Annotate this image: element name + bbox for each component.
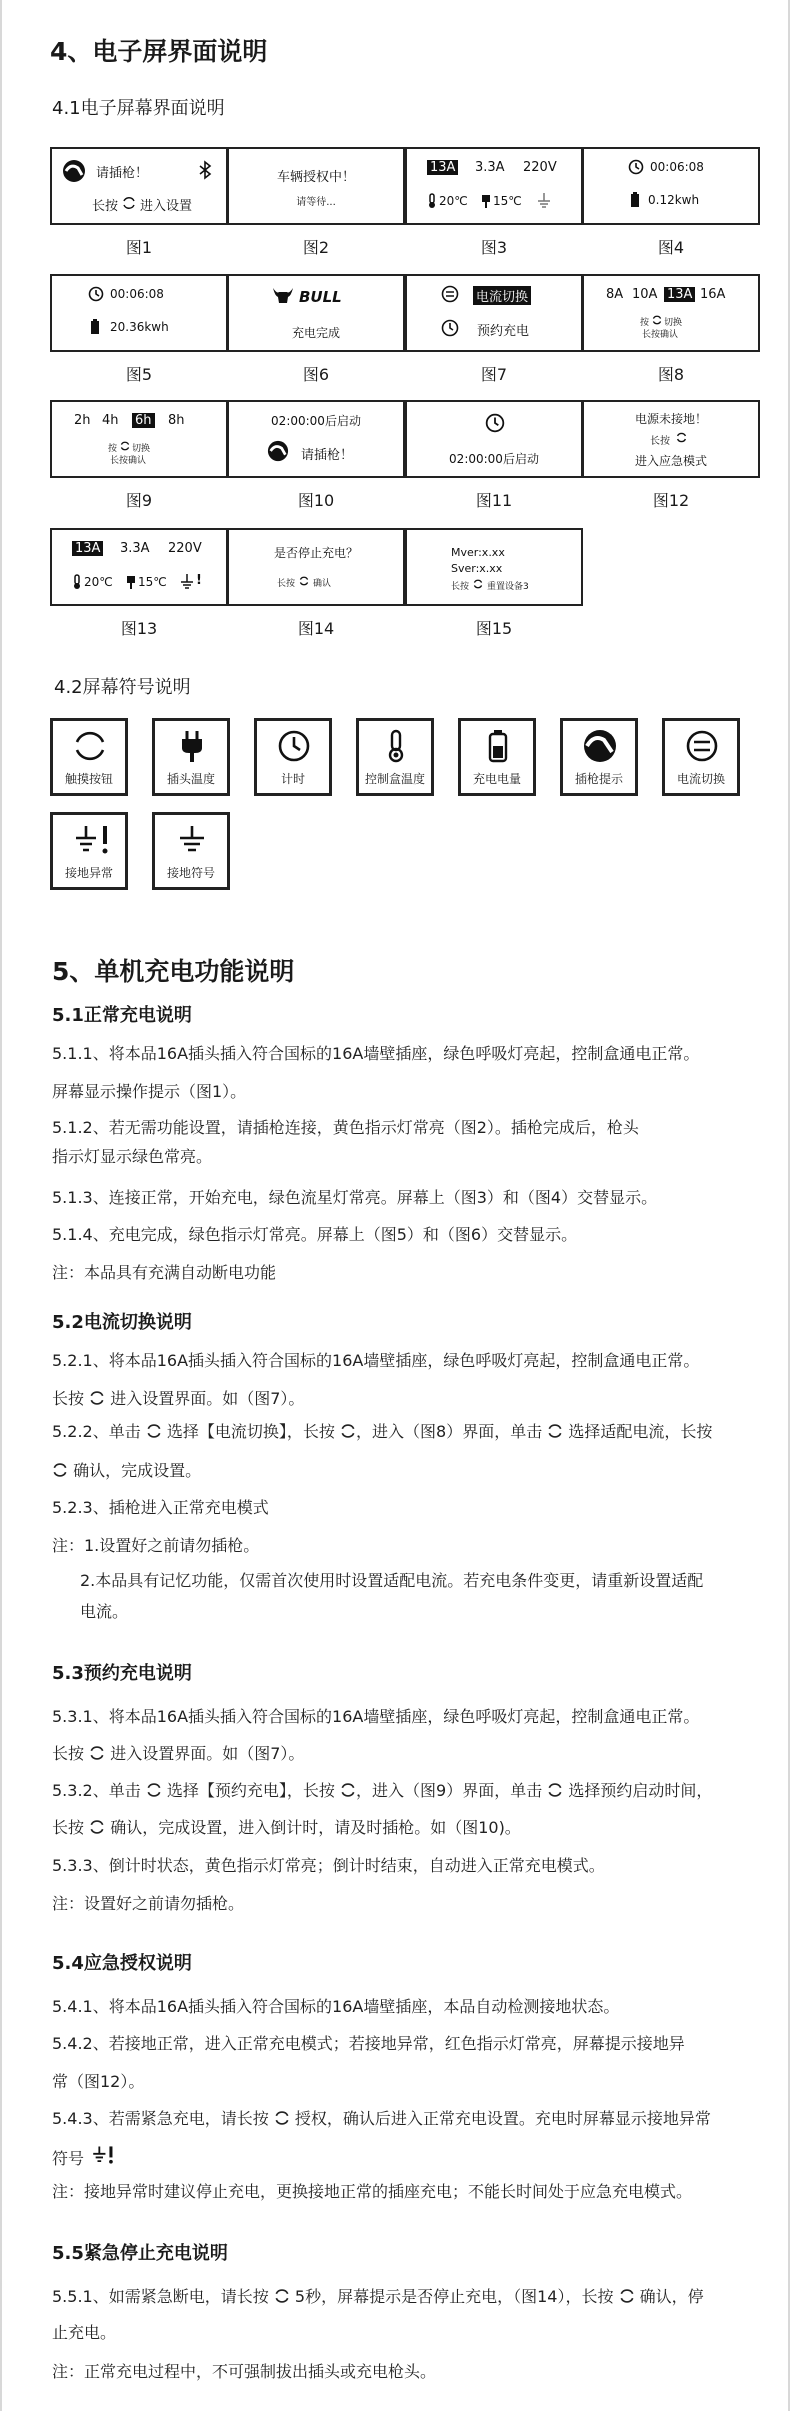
note: 注：正常充电过程中，不可强制拔出插头或充电枪头。 xyxy=(52,2362,437,2381)
ground-icon xyxy=(174,822,210,858)
screen-3-voltage: 220V xyxy=(523,160,557,175)
note: 注：1.设置好之前请勿插枪。 xyxy=(52,1536,260,1555)
symbol-box-temp xyxy=(356,718,434,796)
symbol-label: 控制盒温度 xyxy=(364,772,425,786)
touch-button-icon xyxy=(146,1423,162,1439)
screen-3-current: 3.3A xyxy=(475,160,505,175)
screen-10-countdown: 02:00:00后启动 xyxy=(271,414,361,428)
screen-12 xyxy=(582,400,760,478)
screen-10-plug-prompt: 请插枪！ xyxy=(301,448,354,463)
touch-button-icon xyxy=(340,1423,356,1439)
screen-6-done: 充电完成 xyxy=(291,326,340,340)
touch-button-icon xyxy=(120,441,130,451)
paragraph: 5.3.2、单击 选择【预约充电】，长按 ，进入（图9）界面，单击 选择预约启动时间， xyxy=(52,1781,713,1800)
screen-2-line-2: 请等待... xyxy=(296,197,336,208)
screen-8-opt-2: 10A xyxy=(632,287,658,302)
touch-button-icon xyxy=(89,1390,105,1406)
screen-15-sver: Sver:x.xx xyxy=(451,562,503,575)
touch-button-icon xyxy=(299,576,309,586)
paragraph: 指示灯显示绿色常亮。 xyxy=(52,1147,213,1166)
caption-14: 图14 xyxy=(297,619,335,638)
symbol-plug-prompt xyxy=(560,718,638,796)
plug-in-icon xyxy=(582,728,618,764)
paragraph: 确认，完成设置。 xyxy=(52,1460,752,1482)
screen-6 xyxy=(227,274,405,352)
caption-6: 图6 xyxy=(302,365,330,384)
symbol-label: 插头温度 xyxy=(166,772,215,786)
symbol-plug-temp xyxy=(152,718,230,796)
note: 2.本品具有记忆功能，仅需首次使用时设置适配电流。若充电条件变更，请重新设置适配 xyxy=(80,1571,704,1590)
section-4-title: 4、电子屏界面说明 xyxy=(50,37,268,66)
section-5-1-title: 5.1正常充电说明 xyxy=(52,1005,192,1026)
current-switch-icon xyxy=(441,285,459,303)
paragraph: 5.4.1、将本品16A插头插入符合国标的16A墙壁插座，本品自动检测接地状态。 xyxy=(52,1997,620,2016)
paragraph: 5.4.2、若接地正常，进入正常充电模式；若接地异常，红色指示灯常亮，屏幕提示接地异 xyxy=(52,2034,685,2053)
symbol-current-switch xyxy=(662,718,740,796)
paragraph: 5.3.3、倒计时状态，黄色指示灯常亮；倒计时结束，自动进入正常充电模式。 xyxy=(52,1856,605,1875)
screen-11-countdown: 02:00:00后启动 xyxy=(449,452,539,466)
paragraph: 5.1.1、将本品16A插头插入符合国标的16A墙壁插座，绿色呼吸灯亮起，控制盒通电正常。 xyxy=(52,1044,700,1063)
screen-3-plug-temp: 15℃ xyxy=(493,194,522,208)
caption-13: 图13 xyxy=(120,619,158,638)
plug-temp-icon xyxy=(174,728,210,764)
screen-9 xyxy=(50,400,228,478)
paragraph: 止充电。 xyxy=(52,2323,117,2342)
paragraph: 长按 进入设置界面。如（图7）。 xyxy=(52,1389,305,1408)
screen-13 xyxy=(50,528,228,606)
screen-2-line-1: 车辆授权中！ xyxy=(276,170,355,185)
touch-button-icon xyxy=(473,579,483,589)
screen-15 xyxy=(405,528,583,606)
paragraph: 长按 进入设置界面。如（图7）。 xyxy=(52,1744,305,1763)
ground-icon xyxy=(537,193,551,209)
timer-icon xyxy=(441,319,459,337)
paragraph: 5.1.2、若无需功能设置，请插枪连接，黄色指示灯常亮（图2）。插枪完成后，枪头 xyxy=(52,1118,639,1137)
screen-13-fault-mark: ! xyxy=(196,573,202,588)
screen-5 xyxy=(50,274,228,352)
screen-12-warning: 电源未接地！ xyxy=(634,412,707,426)
section-5-4-title: 5.4应急授权说明 xyxy=(52,1953,192,1974)
screen-9-confirm: 长按确认 xyxy=(110,456,147,466)
section-5-3-title: 5.3预约充电说明 xyxy=(52,1663,192,1684)
timer-icon xyxy=(276,728,312,764)
caption-10: 图10 xyxy=(297,491,335,510)
symbol-energy xyxy=(458,718,536,796)
screen-13-plug-temp: 15℃ xyxy=(138,575,167,589)
ground-fault-icon xyxy=(180,574,194,590)
screen-15-long-press: 长按 xyxy=(451,582,470,592)
symbol-label: 接地符号 xyxy=(166,866,215,880)
touch-button-icon xyxy=(89,1819,105,1835)
screen-13-voltage: 220V xyxy=(168,541,202,556)
plug-temp-icon xyxy=(126,574,136,590)
screen-9-press: 按 xyxy=(108,444,118,454)
note: 注：接地异常时建议停止充电，更换接地正常的插座充电；不能长时间处于应急充电模式。 xyxy=(52,2182,693,2201)
touch-button-icon xyxy=(547,1423,563,1439)
screen-7-current-switch: 电流切换 xyxy=(473,286,531,305)
touch-button-icon xyxy=(676,432,687,443)
touch-button-icon xyxy=(52,1462,68,1478)
screen-1-enter-settings: 进入设置 xyxy=(140,199,193,214)
screen-8-opt-3-selected: 13A xyxy=(664,287,695,302)
symbol-ground xyxy=(152,812,230,890)
screen-8-switch: 切换 xyxy=(664,318,683,328)
screen-13-current-set: 13A xyxy=(72,541,103,556)
paragraph: 5.4.3、若需紧急充电，请长按 授权，确认后进入正常充电设置。充电时屏幕显示接地异常 xyxy=(52,2109,711,2128)
touch-button-icon xyxy=(72,728,108,764)
box-temp-icon xyxy=(427,193,437,209)
screen-14 xyxy=(227,528,405,606)
symbol-label: 计时 xyxy=(280,772,305,786)
note: 电流。 xyxy=(80,1602,129,1621)
paragraph: 5.2.1、将本品16A插头插入符合国标的16A墙壁插座，绿色呼吸灯亮起，控制盒通电正常。 xyxy=(52,1351,700,1370)
screen-13-current: 3.3A xyxy=(120,541,150,556)
bluetooth-icon xyxy=(198,160,212,180)
screen-2 xyxy=(227,147,405,225)
paragraph: 符号 xyxy=(52,2144,752,2170)
symbol-label: 充电电量 xyxy=(472,772,521,786)
touch-button-icon xyxy=(652,315,662,325)
screen-12-emergency: 进入应急模式 xyxy=(634,454,707,468)
touch-button-icon xyxy=(547,1782,563,1798)
paragraph: 5.2.2、单击 选择【电流切换】，长按 ，进入（图8）界面，单击 选择适配电流，长按 xyxy=(52,1422,713,1441)
section-5-5-title: 5.5紧急停止充电说明 xyxy=(52,2243,228,2264)
screen-3-current-set: 13A xyxy=(427,160,458,175)
bull-logo-icon xyxy=(271,286,295,304)
caption-11: 图11 xyxy=(475,491,513,510)
page-edge-left xyxy=(0,0,2,2411)
touch-button-icon xyxy=(274,2288,290,2304)
screen-9-opt-3-selected: 6h xyxy=(132,413,155,428)
paragraph: 5.5.1、如需紧急断电，请长按 5秒，屏幕提示是否停止充电，（图14），长按 确认，停 xyxy=(52,2287,704,2306)
symbol-label: 插枪提示 xyxy=(574,772,623,786)
screen-5-energy: 20.36kwh xyxy=(110,320,169,334)
battery-icon xyxy=(480,728,516,764)
timer-icon xyxy=(485,413,505,433)
touch-button-icon xyxy=(146,1782,162,1798)
screen-4-energy: 0.12kwh xyxy=(648,193,700,207)
caption-12: 图12 xyxy=(652,491,690,510)
caption-9: 图9 xyxy=(125,491,153,510)
caption-2: 图2 xyxy=(302,238,330,257)
screen-9-opt-4: 8h xyxy=(168,413,185,428)
screen-4 xyxy=(582,147,760,225)
touch-button-icon xyxy=(89,1745,105,1761)
section-4-2-title: 4.2屏幕符号说明 xyxy=(54,677,191,698)
section-5-title: 5、单机充电功能说明 xyxy=(52,957,295,986)
screen-6-logo-text: BULL xyxy=(299,288,342,306)
paragraph: 5.2.3、插枪进入正常充电模式 xyxy=(52,1498,269,1517)
screen-12-long-press: 长按 xyxy=(650,436,670,447)
ground-fault-icon xyxy=(72,822,112,858)
plug-in-icon xyxy=(267,440,289,462)
screen-1 xyxy=(50,147,228,225)
caption-1: 图1 xyxy=(125,238,153,257)
battery-icon xyxy=(630,192,640,208)
symbol-label: 接地异常 xyxy=(64,866,113,880)
screen-4-time: 00:06:08 xyxy=(650,160,704,174)
screen-7 xyxy=(405,274,583,352)
screen-1-line-1: 请插枪！ xyxy=(96,166,149,181)
paragraph: 长按 确认，完成设置，进入倒计时，请及时插枪。如（图10)。 xyxy=(52,1818,521,1837)
screen-10 xyxy=(227,400,405,478)
timer-icon xyxy=(88,286,104,302)
plug-in-icon xyxy=(62,159,86,183)
caption-4: 图4 xyxy=(657,238,685,257)
symbol-ground-fault xyxy=(50,812,128,890)
screen-14-confirm: 确认 xyxy=(313,579,332,589)
symbol-label: 触摸按钮 xyxy=(64,772,113,786)
caption-5: 图5 xyxy=(125,365,153,384)
current-switch-icon xyxy=(684,728,720,764)
box-temp-icon xyxy=(378,728,414,764)
screen-11 xyxy=(405,400,583,478)
screen-3 xyxy=(405,147,583,225)
caption-8: 图8 xyxy=(657,365,685,384)
screen-8-opt-1: 8A xyxy=(606,287,624,302)
screen-15-reset: 重置设备3 xyxy=(487,582,529,592)
battery-icon xyxy=(90,319,100,335)
screen-9-opt-2: 4h xyxy=(102,413,119,428)
screen-7-schedule: 预约充电 xyxy=(477,324,530,339)
symbol-touch-button xyxy=(50,718,128,796)
touch-button-icon xyxy=(274,2110,290,2126)
note: 注：设置好之前请勿插枪。 xyxy=(52,1894,245,1913)
symbol-timer xyxy=(254,718,332,796)
screen-1-long-press: 长按 xyxy=(92,199,119,214)
plug-temp-icon xyxy=(481,193,491,209)
ground-fault-icon xyxy=(89,2144,117,2166)
note: 注：本品具有充满自动断电功能 xyxy=(52,1263,277,1282)
paragraph: 屏幕显示操作提示（图1）。 xyxy=(52,1082,247,1101)
section-4-1-title: 4.1电子屏幕界面说明 xyxy=(52,98,225,119)
screen-3-box-temp: 20℃ xyxy=(439,194,468,208)
touch-button-icon xyxy=(619,2288,635,2304)
section-5-2-title: 5.2电流切换说明 xyxy=(52,1312,192,1333)
screen-5-time: 00:06:08 xyxy=(110,287,164,301)
screen-8 xyxy=(582,274,760,352)
touch-button-icon xyxy=(340,1782,356,1798)
screen-8-press: 按 xyxy=(640,318,650,328)
box-temp-icon xyxy=(72,574,82,590)
timer-icon xyxy=(628,159,644,175)
caption-3: 图3 xyxy=(480,238,508,257)
screen-9-opt-1: 2h xyxy=(74,413,91,428)
screen-14-question: 是否停止充电？ xyxy=(273,546,358,560)
screen-13-box-temp: 20℃ xyxy=(84,575,113,589)
screen-8-confirm: 长按确认 xyxy=(642,330,679,340)
touch-button-icon xyxy=(122,196,136,210)
symbol-label: 电流切换 xyxy=(676,772,725,786)
paragraph: 常（图12）。 xyxy=(52,2072,145,2091)
caption-15: 图15 xyxy=(475,619,513,638)
paragraph: 5.1.3、连接正常，开始充电，绿色流星灯常亮。屏幕上（图3）和（图4）交替显示。 xyxy=(52,1188,658,1207)
screen-14-long-press: 长按 xyxy=(277,579,296,589)
paragraph: 5.3.1、将本品16A插头插入符合国标的16A墙壁插座，绿色呼吸灯亮起，控制盒通电正常。 xyxy=(52,1707,700,1726)
paragraph: 5.1.4、充电完成，绿色指示灯常亮。屏幕上（图5）和（图6）交替显示。 xyxy=(52,1225,578,1244)
screen-9-switch: 切换 xyxy=(132,444,151,454)
caption-7: 图7 xyxy=(480,365,508,384)
screen-8-opt-4: 16A xyxy=(700,287,726,302)
screen-15-mver: Mver:x.xx xyxy=(451,546,505,559)
